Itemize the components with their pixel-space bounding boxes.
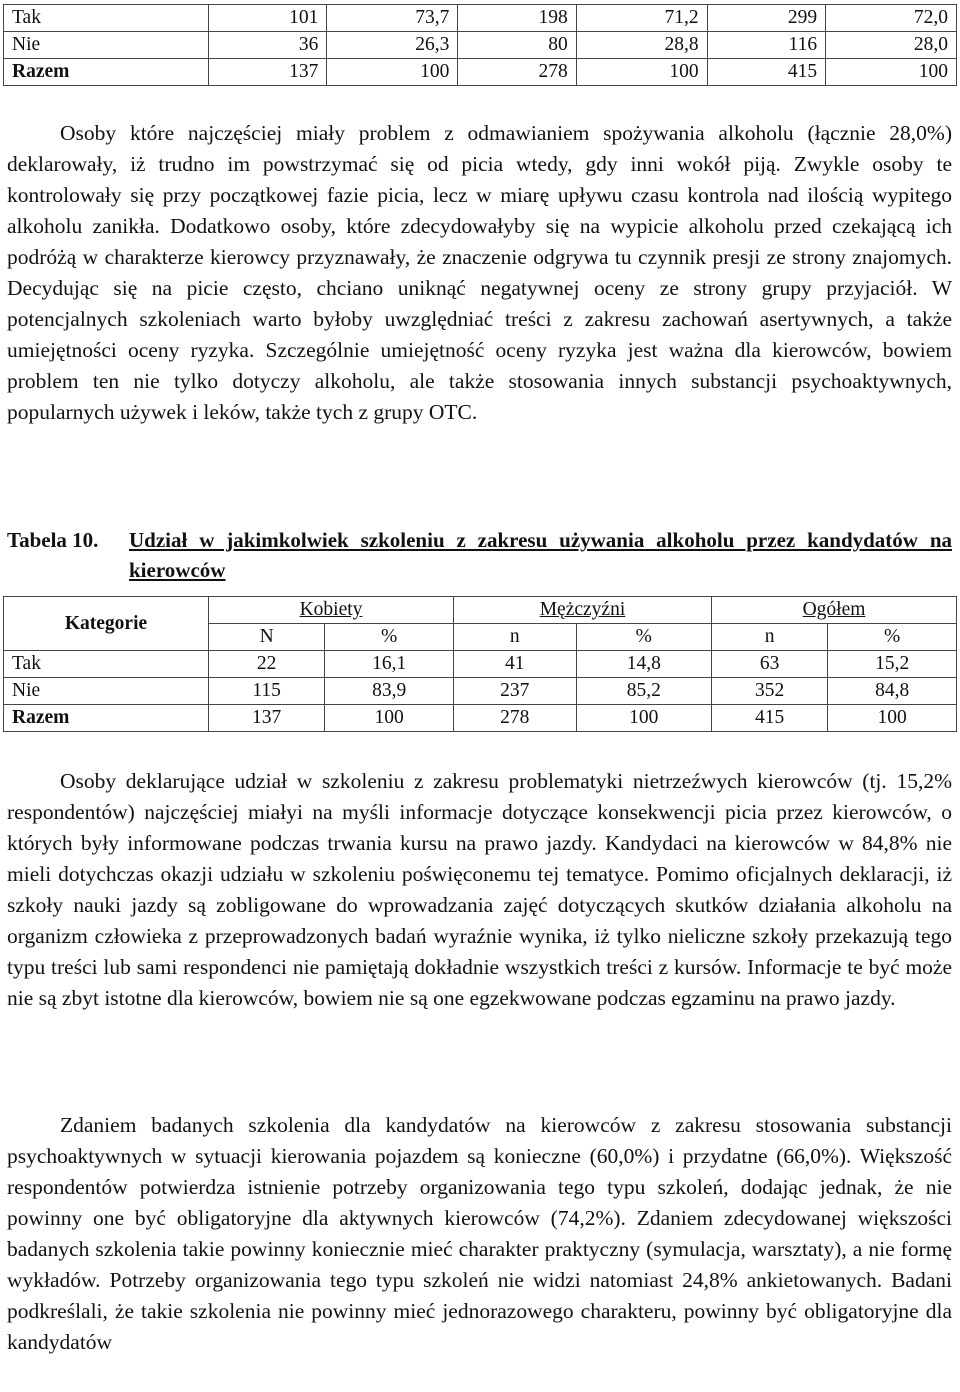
row-cell: 85,2 — [576, 678, 711, 705]
row-cell: 63 — [711, 651, 827, 678]
row-cell: 198 — [458, 5, 576, 32]
row-cell: 115 — [209, 678, 325, 705]
row-cell: 299 — [707, 5, 825, 32]
table-10 — [3, 596, 957, 732]
table-10-label: Tabela 10. — [7, 528, 99, 552]
subheader-n-total: n — [711, 624, 827, 651]
row-cell: 278 — [458, 59, 576, 86]
row-label: Razem — [4, 705, 209, 732]
paragraph-training-opinions: Zdaniem badanych szkolenia dla kandydatów na kierowców z zakresu stosowania substancji psychoaktywnych w sytuacji kierowania pojazdem są konieczne (60,0%) i przydatne (66,0%). Większość respondentów potwierdza istnienie potrzeby organizowania tego typu szkoleń, dodając jednak, że nie powinny one być obligatoryjne dla aktywnych kierowców (74,2%). Zdaniem zdecydowanej większości badanych szkolenia takie powinny koniecznie mieć charakter praktyczny (symulacja, warsztaty), a nie formę wykładów. Potrzeby organizowania tego typu szkoleń nie widzi natomiast 24,8% ankietowanych. Badani podkreślali, że takie szkolenia nie powinny mieć jednorazowego charakteru, powinny być obligatoryjne dla kandydatów — [7, 1113, 952, 1354]
table-row — [4, 5, 957, 32]
header-group-total: Ogółem — [711, 597, 956, 624]
row-cell: 101 — [209, 5, 327, 32]
results-table-continued — [3, 4, 957, 86]
row-cell: 100 — [576, 59, 707, 86]
row-label: Tak — [4, 651, 209, 678]
row-cell: 36 — [209, 32, 327, 59]
subheader-n-men: n — [453, 624, 576, 651]
results-table-body — [4, 5, 957, 86]
table-10-body — [4, 651, 957, 732]
row-label: Nie — [4, 678, 209, 705]
row-cell: 100 — [828, 705, 957, 732]
table-row — [4, 705, 957, 732]
row-cell: 14,8 — [576, 651, 711, 678]
table-row — [4, 651, 957, 678]
row-cell: 26,3 — [327, 32, 458, 59]
row-cell: 100 — [327, 59, 458, 86]
row-cell: 237 — [453, 678, 576, 705]
table-row — [4, 32, 957, 59]
row-cell: 16,1 — [325, 651, 454, 678]
row-cell: 278 — [453, 705, 576, 732]
row-cell: 84,8 — [828, 678, 957, 705]
row-label: Razem — [4, 59, 209, 86]
subheader-pct-total: % — [828, 624, 957, 651]
table-10-title: Udział w jakimkolwiek szkoleniu z zakresu używania alkoholu przez kandydatów na kierowców — [129, 528, 952, 582]
header-group-women: Kobiety — [209, 597, 454, 624]
row-label: Nie — [4, 32, 209, 59]
row-cell: 137 — [209, 59, 327, 86]
row-cell: 72,0 — [826, 5, 957, 32]
row-cell: 415 — [711, 705, 827, 732]
subheader-pct-men: % — [576, 624, 711, 651]
row-cell: 28,8 — [576, 32, 707, 59]
paragraph-training-participation: Osoby deklarujące udział w szkoleniu z zakresu problematyki nietrzeźwych kierowców (tj. 15,2% respondentów) najczęściej miałyi na myśli informacje dotyczące konsekwencji picia przez kierowców, o których były informowane podczas trwania kursu na prawo jazdy. Kandydaci na kierowców w 84,8% nie mieli dotychczas okazji udziału w szkoleniu poświęconemu tej tematyce. Pomimo oficjalnych deklaracji, iż szkoły nauki jazdy są zobligowane do wprowadzania zajęć dotyczących skutków działania alkoholu na organizm człowieka z przeprowadzonych badań wyraźnie wynika, iż tylko nieliczne szkoły przekazują tego typu treści lub sami respondenci nie pamiętają dokładnie wszystkich treści z kursów. Informacje te być może nie są zbyt istotne dla kierowców, bowiem nie są one egzekwowane podczas egzaminu na prawo jazdy. — [7, 769, 952, 1010]
subheader-n-women: N — [209, 624, 325, 651]
table-row — [4, 59, 957, 86]
row-cell: 41 — [453, 651, 576, 678]
table-row — [4, 678, 957, 705]
subheader-pct-women: % — [325, 624, 454, 651]
row-cell: 22 — [209, 651, 325, 678]
header-category: Kategorie — [4, 597, 209, 651]
header-group-men: Mężczyźni — [453, 597, 711, 624]
row-cell: 80 — [458, 32, 576, 59]
row-cell: 71,2 — [576, 5, 707, 32]
paragraph-peer-pressure: Osoby które najczęściej miały problem z odmawianiem spożywania alkoholu (łącznie 28,0%) deklarowały, iż trudno im powstrzymać się od picia wtedy, gdy inni wokół piją. Zwykle osoby te kontrolowały się przy początkowej fazie picia, lecz w miarę upływu czasu kontrola nad ilością wypitego alkoholu zanikła. Dodatkowo osoby, które zdecydowałyby się na wypicie alkoholu przed czekającą ich podróżą w charakterze kierowcy przyznawały, że znaczenie odgrywa tu czynnik presji ze strony znajomych. Decydując się na picie często, chciano uniknąć negatywnej oceny ze strony grupy przyjaciół. W potencjalnych szkoleniach warto byłoby uwzględniać treści z zakresu zachowań asertywnych, a także umiejętności oceny ryzyka. Szczególnie umiejętność oceny ryzyka jest ważna dla kierowców, bowiem problem ten nie tylko dotyczy alkoholu, ale także stosowania innych substancji psychoaktywnych, popularnych używek i leków, także tych z grupy OTC. — [7, 121, 952, 424]
row-cell: 137 — [209, 705, 325, 732]
row-cell: 100 — [325, 705, 454, 732]
table-10-caption — [7, 525, 952, 585]
row-cell: 352 — [711, 678, 827, 705]
row-cell: 15,2 — [828, 651, 957, 678]
row-cell: 116 — [707, 32, 825, 59]
row-cell: 100 — [826, 59, 957, 86]
row-cell: 73,7 — [327, 5, 458, 32]
row-cell: 100 — [576, 705, 711, 732]
row-cell: 83,9 — [325, 678, 454, 705]
row-label: Tak — [4, 5, 209, 32]
row-cell: 415 — [707, 59, 825, 86]
row-cell: 28,0 — [826, 32, 957, 59]
